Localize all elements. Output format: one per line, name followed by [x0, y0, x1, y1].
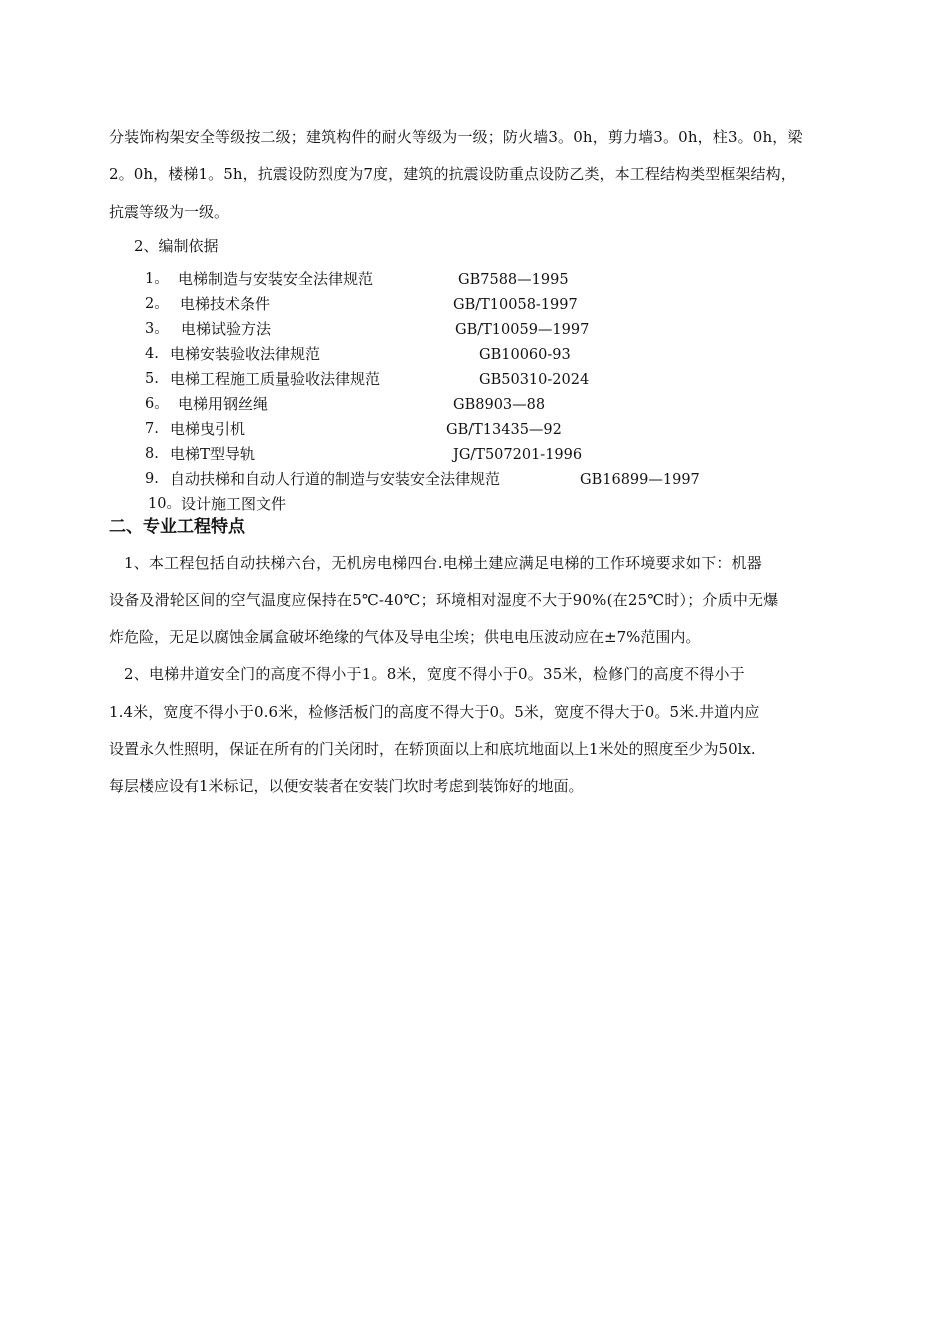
- list-item-code: GB8903—88: [453, 397, 546, 413]
- list-item-code: GB/T10059—1997: [455, 322, 590, 338]
- list-item-number: 8.: [145, 446, 159, 462]
- intro-line-1: 分装饰构架安全等级按二级；建筑构件的耐火等级为一级；防火墙3。0h，剪力墙3。0h，柱3。0h，梁: [109, 128, 803, 146]
- paragraph-line: 设备及滑轮区间的空气温度应保持在5℃-40℃；环境相对湿度不大于90%(在25℃时）；介质中无爆: [109, 591, 779, 609]
- list-item-title: 设计施工图文件: [181, 495, 287, 513]
- list-item-code: GB50310-2024: [479, 372, 590, 388]
- intro-line-3: 抗震等级为一级。: [109, 203, 230, 221]
- list-item-code: GB/T13435—92: [446, 422, 562, 438]
- list-item-title: 电梯试验方法: [181, 320, 272, 338]
- intro-line-2: 2。0h，楼梯1。5h，抗震设防烈度为7度，建筑的抗震设防重点设防乙类，本工程结构类型框架结构，: [109, 165, 796, 183]
- list-item-number: 10。: [148, 496, 181, 512]
- list-item-number: 7.: [145, 421, 159, 437]
- basis-heading: 2、编制依据: [134, 237, 219, 255]
- list-item-number: 5.: [145, 371, 159, 387]
- paragraph-line: 设置永久性照明，保证在所有的门关闭时，在轿顶面以上和底坑地面以上1米处的照度至少为50lx.: [109, 740, 756, 758]
- list-item-number: 1。: [145, 271, 169, 287]
- list-item-code: GB/T10058-1997: [453, 297, 578, 313]
- list-item-code: GB7588—1995: [458, 272, 569, 288]
- list-item-code: GB16899—1997: [580, 472, 700, 488]
- list-item-title: 电梯安装验收法律规范: [170, 345, 321, 363]
- paragraph-line: 2、电梯井道安全门的高度不得小于1。8米，宽度不得小于0。35米，检修门的高度不得小于: [124, 665, 745, 683]
- list-item-number: 9.: [145, 471, 159, 487]
- list-item-number: 4.: [145, 346, 159, 362]
- paragraph-line: 1.4米，宽度不得小于0.6米，检修活板门的高度不得大于0。5米，宽度不得大于0。5米.井道内应: [109, 703, 760, 721]
- paragraph-line: 炸危险，无足以腐蚀金属盒破坏绝缘的气体及导电尘埃；供电电压波动应在±7%范围内。: [109, 628, 701, 646]
- list-item-title: 电梯技术条件: [180, 295, 271, 313]
- list-item-title: 电梯用钢丝绳: [178, 395, 269, 413]
- list-item-title: 电梯曳引机: [170, 420, 246, 438]
- section-heading: 二、专业工程特点: [109, 517, 245, 537]
- list-item-code: GB10060-93: [479, 347, 571, 363]
- list-item-number: 6。: [145, 396, 169, 412]
- list-item-title: 电梯制造与安装安全法律规范: [178, 270, 374, 288]
- list-item-number: 2。: [145, 296, 169, 312]
- paragraph-line: 1、本工程包括自动扶梯六台，无机房电梯四台.电梯土建应满足电梯的工作环境要求如下：机器: [124, 554, 762, 572]
- list-item-code: JG/T507201-1996: [453, 447, 583, 463]
- list-item-number: 3。: [145, 321, 169, 337]
- paragraph-line: 每层楼应设有1米标记，以便安装者在安装门坎时考虑到装饰好的地面。: [109, 777, 584, 795]
- list-item-title: 自动扶梯和自动人行道的制造与安装安全法律规范: [170, 470, 501, 488]
- list-item-title: 电梯工程施工质量验收法律规范: [170, 370, 381, 388]
- list-item-title: 电梯T型导轨: [170, 445, 256, 463]
